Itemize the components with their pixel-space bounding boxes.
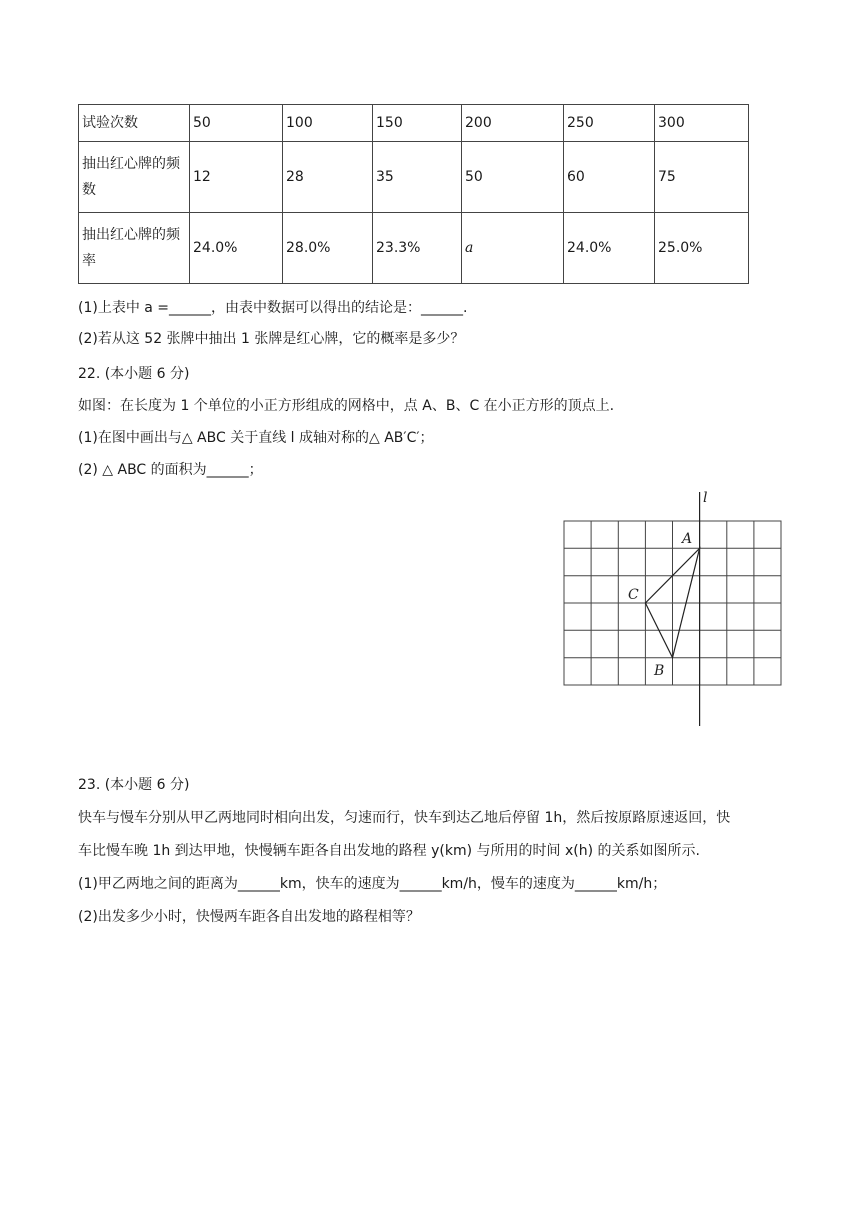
table-cell: 24.0% <box>564 213 655 284</box>
grid <box>564 521 781 685</box>
table-cell: 28 <box>283 142 373 213</box>
q23-title: 23. (本小题 6 分) <box>78 777 190 793</box>
q21-part1: (1)上表中 a =______，由表中数据可以得出的结论是：______. <box>78 300 468 316</box>
q21-part2: (2)若从这 52 张牌中抽出 1 张牌是红心牌，它的概率是多少？ <box>78 331 465 347</box>
table-row <box>79 105 749 142</box>
point-label-c: C <box>628 587 639 603</box>
table-cell: 75 <box>655 142 749 213</box>
table-cell: 12 <box>190 142 283 213</box>
table-cell: 200 <box>462 105 564 142</box>
table-cell: 50 <box>462 142 564 213</box>
point-label-a: A <box>682 531 693 547</box>
table-cell: 300 <box>655 105 749 142</box>
table-cell: 100 <box>283 105 373 142</box>
table-cell: 23.3% <box>373 213 462 284</box>
table-cell: 250 <box>564 105 655 142</box>
q23-part1: (1)甲乙两地之间的距离为______km，快车的速度为______km/h，慢车的速度为______km/h； <box>78 876 667 892</box>
row-header: 抽出红心牌的频数 <box>79 142 190 213</box>
q22-intro: 如图：在长度为 1 个单位的小正方形组成的网格中，点 A、B、C 在小正方形的顶点上. <box>78 398 615 414</box>
table-cell: 24.0% <box>190 213 283 284</box>
table-cell: 35 <box>373 142 462 213</box>
table-cell: 60 <box>564 142 655 213</box>
table-cell: 150 <box>373 105 462 142</box>
grid-figure <box>560 488 790 730</box>
frequency-table <box>78 104 749 284</box>
table-row <box>79 213 749 284</box>
table-cell: 25.0% <box>655 213 749 284</box>
table-cell: 50 <box>190 105 283 142</box>
q22-title: 22. (本小题 6 分) <box>78 366 190 382</box>
q23-line2: 车比慢车晚 1h 到达甲地，快慢辆车距各自出发地的路程 y(km) 与所用的时间 x(h) 的关系如图所示. <box>78 843 700 859</box>
q23-line1: 快车与慢车分别从甲乙两地同时相向出发，匀速而行，快车到达乙地后停留 1h，然后按原路原速返回，快 <box>78 810 731 826</box>
point-label-b: B <box>654 663 665 679</box>
q23-part2: (2)出发多少小时，快慢两车距各自出发地的路程相等？ <box>78 909 420 925</box>
row-header: 抽出红心牌的频率 <box>79 213 190 284</box>
table-cell: 28.0% <box>283 213 373 284</box>
row-header: 试验次数 <box>79 105 190 142</box>
q22-part1: (1)在图中画出与△ ABC 关于直线 l 成轴对称的△ AB′C′； <box>78 430 434 446</box>
table-row <box>79 142 749 213</box>
q22-part2: (2) △ ABC 的面积为______； <box>78 462 263 478</box>
table-cell: a <box>462 213 564 284</box>
line-label-l: l <box>703 490 708 506</box>
